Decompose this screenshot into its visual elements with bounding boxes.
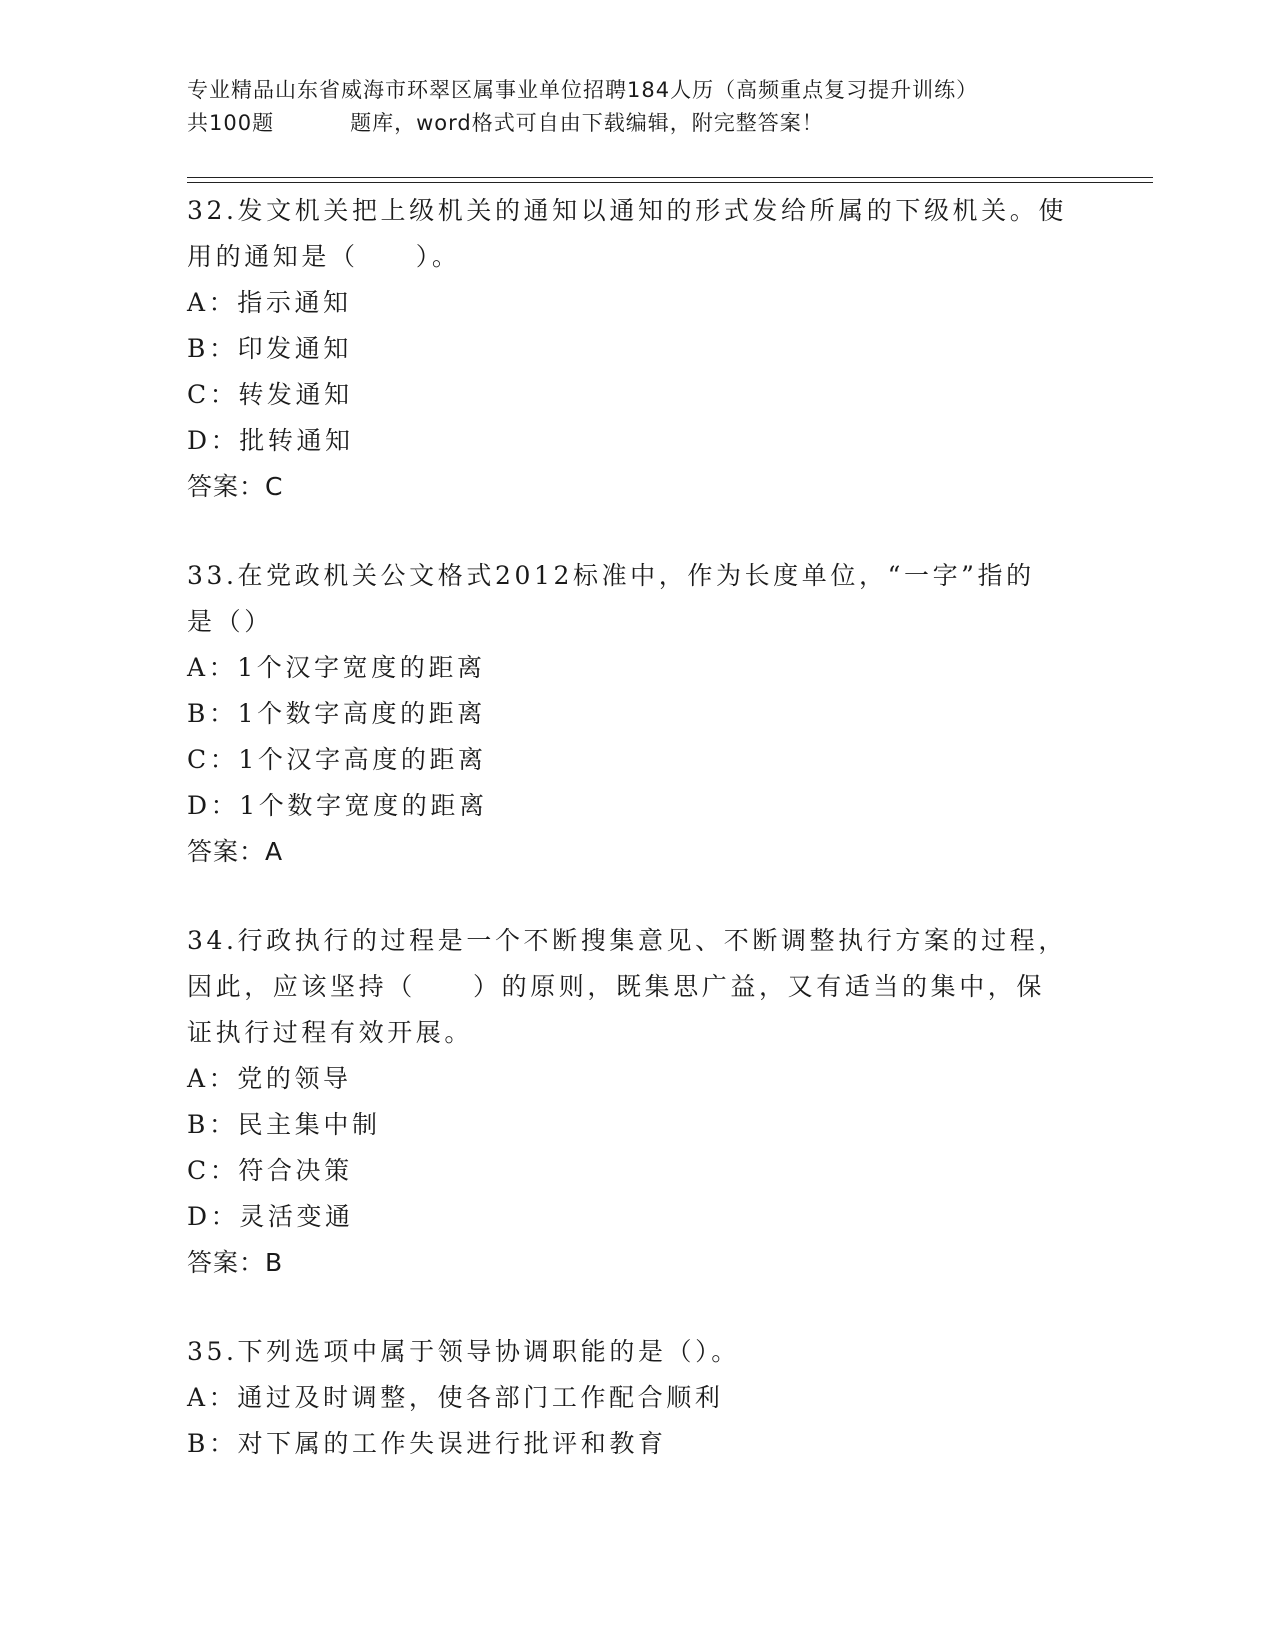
answer-line: 答案：A [187, 837, 284, 866]
option-b: B：对下属的工作失误进行批评和教育 [187, 1429, 667, 1458]
option-a: A：通过及时调整，使各部门工作配合顺利 [187, 1383, 724, 1412]
option-b: B：印发通知 [187, 334, 352, 363]
answer-line: 答案：B [187, 1248, 284, 1277]
question-stem-line: 证执行过程有效开展。 [187, 1018, 474, 1047]
option-a: A：党的领导 [187, 1064, 352, 1093]
option-d: D：1个数字宽度的距离 [187, 791, 488, 820]
question-35 [187, 1329, 1087, 1467]
option-a: A：1个汉字宽度的距离 [187, 653, 486, 682]
option-b: B：1个数字高度的距离 [187, 699, 486, 728]
question-stem-line: 因此，应该坚持（ ）的原则，既集思广益，又有适当的集中，保 [187, 972, 1046, 1001]
answer-line: 答案：C [187, 472, 284, 501]
header-rule-top [187, 177, 1153, 178]
question-34 [187, 918, 1087, 1286]
header-rule-bottom [187, 182, 1153, 183]
option-c: C：1个汉字高度的距离 [187, 745, 487, 774]
question-stem-line: 用的通知是（ ）。 [187, 242, 461, 271]
question-33 [187, 553, 1087, 875]
option-b: B：民主集中制 [187, 1110, 381, 1139]
option-a: A：指示通知 [187, 288, 352, 317]
question-32 [187, 188, 1087, 510]
option-d: D：灵活变通 [187, 1202, 354, 1231]
header-line-1: 专业精品山东省威海市环翠区属事业单位招聘184人历（高频重点复习提升训练） [187, 78, 979, 102]
question-stem-line: 是（） [187, 607, 273, 636]
question-stem-line: 32.发文机关把上级机关的通知以通知的形式发给所属的下级机关。使 [187, 196, 1067, 225]
header-description: 题库，word格式可自由下载编辑，附完整答案！ [350, 111, 824, 135]
option-c: C：符合决策 [187, 1156, 353, 1185]
document-header [187, 74, 1087, 140]
header-line-2 [187, 107, 1087, 140]
question-stem-line: 34.行政执行的过程是一个不断搜集意见、不断调整执行方案的过程， [187, 926, 1067, 955]
header-question-count: 共100题 [187, 111, 275, 135]
question-stem-line: 35.下列选项中属于领导协调职能的是（）。 [187, 1337, 740, 1366]
option-c: C：转发通知 [187, 380, 353, 409]
question-list [187, 188, 1087, 1467]
question-stem-line: 33.在党政机关公文格式2012标准中，作为长度单位，“一字”指的 [187, 561, 1035, 590]
option-d: D：批转通知 [187, 426, 354, 455]
